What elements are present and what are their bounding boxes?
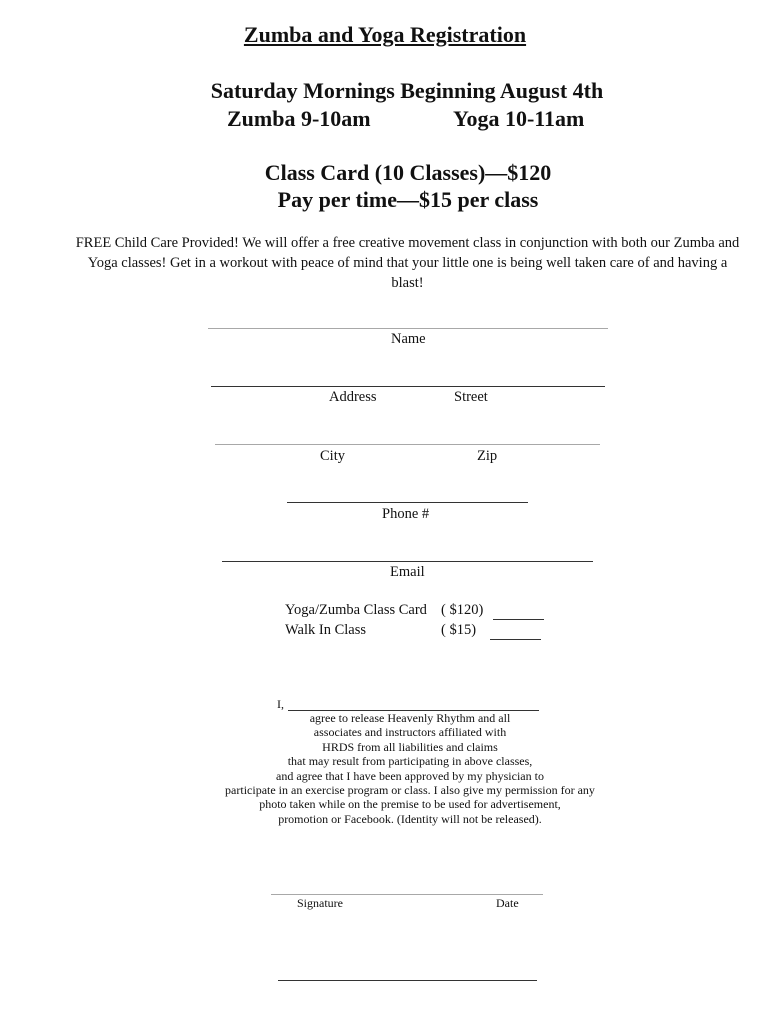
name-field-line[interactable]	[208, 328, 608, 329]
walk-in-option-price: ( $15)	[441, 622, 477, 638]
waiver-text	[150, 711, 670, 826]
zumba-time: Zumba 9-10am	[227, 106, 371, 131]
bottom-blank-line[interactable]	[278, 980, 537, 981]
phone-field-line[interactable]	[287, 502, 528, 503]
waiver-line: that may result from participating in above classes,	[287, 754, 533, 769]
waiver-line: photo taken while on the premise to be used for advertisement,	[259, 797, 561, 812]
yoga-time: Yoga 10-11am	[453, 106, 585, 131]
page-title: Zumba and Yoga Registration	[243, 22, 527, 47]
waiver-line: participate in an exercise program or class. I also give my permission for any	[225, 783, 595, 798]
zip-label: Zip	[477, 448, 498, 464]
walk-in-option-label: Walk In Class	[285, 622, 366, 638]
waiver-line: agree to release Heavenly Rhythm and all	[309, 711, 511, 725]
pay-per-time-price: Pay per time—$15 per class	[277, 187, 539, 212]
waiver-prefix: I,	[277, 697, 284, 711]
city-zip-field-line[interactable]	[215, 444, 600, 445]
email-field-line[interactable]	[222, 561, 593, 562]
street-label: Street	[454, 389, 488, 405]
signature-label: Signature	[297, 896, 343, 910]
schedule-heading: Saturday Mornings Beginning August 4th	[210, 78, 604, 103]
email-label: Email	[390, 564, 425, 580]
name-label: Name	[391, 331, 426, 347]
class-card-price: Class Card (10 Classes)—$120	[264, 160, 552, 185]
child-care-notice: FREE Child Care Provided! We will offer a free creative movement class in conjunction with both our Zumba and Yoga classes! Get in a workout with peace of mind that your little one is being well taken care of and having a blast!	[75, 235, 740, 291]
signature-date-line[interactable]	[271, 894, 543, 895]
phone-label: Phone #	[382, 506, 430, 522]
class-card-option-blank[interactable]	[493, 619, 544, 620]
waiver-line: HRDS from all liabilities and claims	[322, 739, 498, 754]
class-card-option-label: Yoga/Zumba Class Card	[285, 602, 427, 618]
walk-in-option-blank[interactable]	[490, 639, 541, 640]
city-label: City	[320, 448, 345, 464]
address-field-line[interactable]	[211, 386, 605, 387]
address-label: Address	[329, 389, 377, 405]
waiver-line: and agree that I have been approved by my physician to	[276, 768, 544, 783]
waiver-line: promotion or Facebook. (Identity will not be released).	[278, 811, 542, 826]
class-card-option-price: ( $120)	[441, 602, 484, 618]
waiver-line: associates and instructors affiliated with	[313, 725, 507, 740]
date-label: Date	[496, 896, 519, 910]
